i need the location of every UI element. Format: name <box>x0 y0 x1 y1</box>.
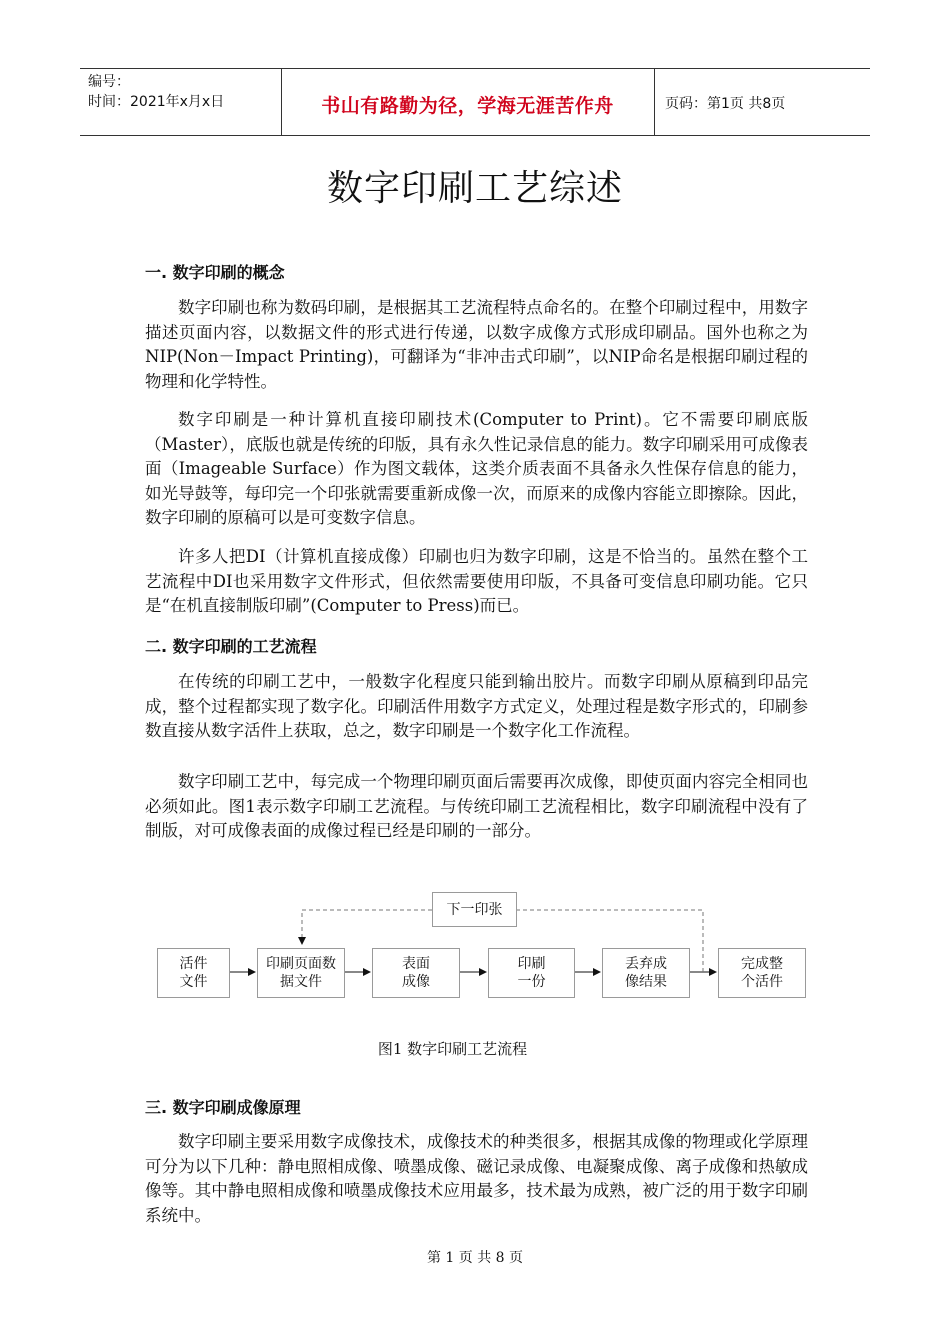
section-2-paragraph-1: 在传统的印刷工艺中，一般数字化程度只能到输出胶片。而数字印刷从原稿到印品完成，整个过程都实现了数字化。印刷活件用数字方式定义，处理过程是数字形式的，印刷参数直接从数字活件上获取，总之，数字印刷是一个数字化工作流程。 <box>145 672 808 740</box>
section-2-heading: 二. 数字印刷的工艺流程 <box>145 637 317 656</box>
flow-box-job-file: 活件 文件 <box>157 948 230 998</box>
flow-box-complete-job: 完成整 个活件 <box>718 948 806 998</box>
header-motto: 书山有路勤为径，学海无涯苦作舟 <box>321 95 614 117</box>
figure-caption: 图1 数字印刷工艺流程 <box>377 1040 528 1058</box>
flow-box-surface-imaging: 表面 成像 <box>372 948 460 998</box>
flow-loop-dashed-left <box>302 910 432 944</box>
flow-box-print-copy: 印刷 一份 <box>488 948 575 998</box>
flow-box-page-data-file: 印刷页面数 据文件 <box>257 948 345 998</box>
header-top-rule <box>80 68 870 69</box>
section-1-paragraph-3: 许多人把DI（计算机直接成像）印刷也归为数字印刷，这是不恰当的。虽然在整个工艺流程中DI也采用数字文件形式，但依然需要使用印版，不具备可变信息印刷功能。它只是“在机直接制版印刷”(Computer to Press)而已。 <box>145 547 808 615</box>
header-date-label: 时间：2021年x月x日 <box>88 94 225 110</box>
header-number-label: 编号： <box>88 74 130 90</box>
header-meta <box>88 72 224 112</box>
section-3-heading: 三. 数字印刷成像原理 <box>145 1098 301 1117</box>
document-title: 数字印刷工艺综述 <box>326 168 623 209</box>
section-1-paragraph-1: 数字印刷也称为数码印刷，是根据其工艺流程特点命名的。在整个印刷过程中，用数字描述页面内容，以数据文件的形式进行传递，以数字成像方式形成印刷品。国外也称之为NIP(Non－Impact Printing)，可翻译为“非冲击式印刷”，以NIP命名是根据印刷过程的物理和化学特性。 <box>145 298 808 391</box>
header-page-label: 页码：第1页 共8页 <box>665 96 786 112</box>
page-footer: 第 1 页 共 8 页 <box>426 1250 524 1266</box>
section-3-paragraph-1: 数字印刷主要采用数字成像技术，成像技术的种类很多，根据其成像的物理或化学原理可分为以下几种：静电照相成像、喷墨成像、磁记录成像、电凝聚成像、离子成像和热敏成像等。其中静电照相成像和喷墨成像技术应用最多，技术最为成熟，被广泛的用于数字印刷系统中。 <box>145 1132 808 1225</box>
header-bottom-rule <box>80 135 870 136</box>
section-1-paragraph-2: 数字印刷是一种计算机直接印刷技术(Computer to Print)。它不需要印刷底版（Master），底版也就是传统的印版，具有永久性记录信息的能力。数字印刷采用可成像表面（Imageable Surface）作为图文载体，这类介质表面不具备永久性保存信息的能力，如光导鼓等，每印完一个印张就需要重新成像一次，而原来的成像内容能立即擦除。因此，数字印刷的原稿可以是可变数字信息。 <box>145 410 808 527</box>
header-divider-2 <box>654 68 655 136</box>
flow-box-discard-image: 丢弃成 像结果 <box>602 948 690 998</box>
section-1-heading: 一. 数字印刷的概念 <box>145 263 285 282</box>
section-2-paragraph-2: 数字印刷工艺中，每完成一个物理印刷页面后需要再次成像，即使页面内容完全相同也必须如此。图1表示数字印刷工艺流程。与传统印刷工艺流程相比，数字印刷流程中没有了制版，对可成像表面的成像过程已经是印刷的一部分。 <box>145 772 808 840</box>
flow-box-next-sheet: 下一印张 <box>432 892 517 927</box>
